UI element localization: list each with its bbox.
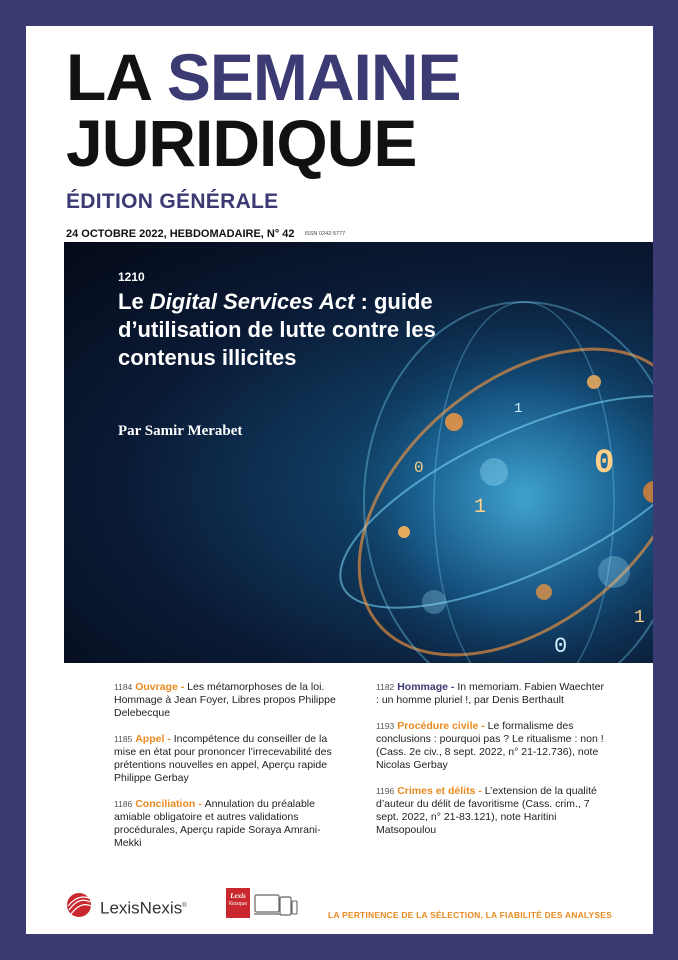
entry-number: 1196 — [376, 786, 395, 796]
issue-date: 24 OCTOBRE 2022, HEBDOMADAIRE, N° 42 — [66, 228, 295, 240]
entry-category: Hommage — [397, 681, 448, 693]
svg-text:1: 1 — [634, 608, 645, 628]
devices-icon — [254, 892, 298, 918]
summary-entry[interactable]: 1184 Ouvrage - Les métamorphoses de la loi. Hommage à Jean Foyer, Libres propos Philippe Delebecque — [114, 681, 336, 719]
entry-text: Le formalisme des conclusions : pourquoi pas ? Le ritualisme : non ! (Cass. 2e civ., 8 sept. 2022, n° 21-12.736), note Nicolas Gerbay — [376, 720, 604, 771]
featured-article-number: 1210 — [118, 270, 145, 284]
digital-globe-illustration: 0 1 0 0 1 0 1 — [294, 272, 653, 663]
entry-text: In memoriam. Fabien Waechter : un homme pluriel !, par Denis Berthault — [376, 681, 604, 706]
entry-text: Les métamorphoses de la loi. Hommage à Jean Foyer, Libres propos Philippe Delebecque — [114, 681, 336, 719]
entry-number: 1182 — [376, 682, 395, 692]
kiosque-line-2: Kiosque — [228, 901, 248, 907]
masthead-line-2: JURIDIQUE — [66, 106, 417, 180]
summary-entry[interactable]: 1196 Crimes et délits - L’extension de la qualité d’auteur du délit de favoritisme (Cass. crim., 7 sept. 2022, n° 21-83.121), note Haritini Matsopoulou — [376, 785, 597, 836]
featured-article-title[interactable] — [118, 288, 448, 372]
title-rest: : guide d’utilisation de lutte contre les contenus illicites — [118, 289, 436, 370]
masthead-semaine: SEMAINE — [166, 40, 461, 114]
lexisnexis-mark-icon — [64, 892, 94, 918]
entry-category: Procédure civile — [397, 720, 479, 732]
svg-text:0: 0 — [594, 445, 615, 483]
publisher-name — [100, 896, 187, 919]
masthead-line-1 — [66, 40, 461, 114]
featured-article-banner[interactable] — [64, 242, 667, 663]
summary-entry[interactable]: 1185 Appel - Incompétence du conseiller de la mise en état pour prononcer l’irrecevabilité des prétentions nouvelles en appel, Aperçu rapide Philippe Gerbay — [114, 733, 332, 784]
issn-number: ISSN 0242-5777 — [304, 231, 346, 238]
summary-column-right — [376, 681, 606, 850]
summary-entry[interactable]: 1186 Conciliation - Annulation du préalable amiable obligatoire et autres validations procédurales, Aperçu rapide Soraya Amrani-Mekki — [114, 798, 321, 849]
entry-number: 1193 — [376, 721, 395, 731]
lexisnexis-logo — [64, 890, 204, 920]
summary-entry[interactable]: 1193 Procédure civile - Le formalisme des conclusions : pourquoi pas ? Le ritualisme : non ! (Cass. 2e civ., 8 sept. 2022, n° 21-12.736), note Nicolas Gerbay — [376, 720, 604, 771]
svg-text:1: 1 — [514, 401, 523, 417]
summary-entry[interactable]: 1182 Hommage - In memoriam. Fabien Waechter : un homme pluriel !, par Denis Berthault — [376, 681, 604, 706]
entry-text: Incompétence du conseiller de la mise en état pour prononcer l’irrecevabilité des prétentions nouvelles en appel, Aperçu rapide Philippe Gerbay — [114, 733, 332, 784]
masthead-la: LA — [66, 40, 167, 114]
lexis-kiosque-badge[interactable] — [226, 888, 250, 918]
entry-number: 1185 — [114, 734, 133, 744]
registered-mark: ® — [182, 903, 187, 909]
featured-article-author: Par Samir Merabet — [118, 423, 243, 439]
publisher-wordmark: LexisNexis — [100, 898, 183, 918]
entry-category: Crimes et délits — [397, 785, 476, 797]
journal-cover — [26, 26, 667, 934]
entry-text: Annulation du préalable amiable obligatoire et autres validations procédurales, Aperçu rapide Soraya Amrani-Mekki — [114, 798, 321, 849]
svg-text:0: 0 — [414, 459, 424, 477]
summary-column-left — [114, 681, 344, 863]
issue-dateline — [66, 227, 345, 241]
entry-text: L’extension de la qualité d’auteur du délit de favoritisme (Cass. crim., 7 sept. 2022, n° 21-83.121), note Haritini Matsopoulou — [376, 785, 597, 836]
kiosque-line-1: Lexis — [230, 892, 246, 900]
publisher-tagline: LA PERTINENCE DE LA SÉLECTION, LA FIABILITÉ DES ANALYSES — [328, 910, 613, 920]
entry-number: 1184 — [114, 682, 133, 692]
entry-category: Conciliation — [135, 798, 196, 810]
entry-category: Appel — [135, 733, 165, 745]
title-prefix: Le — [118, 289, 150, 314]
svg-text:1: 1 — [474, 496, 487, 519]
entry-category: Ouvrage — [135, 681, 178, 693]
svg-text:0: 0 — [554, 634, 568, 659]
entry-number: 1186 — [114, 799, 133, 809]
edition-label: ÉDITION GÉNÉRALE — [66, 190, 279, 213]
title-italic: Digital Services Act — [149, 289, 355, 314]
